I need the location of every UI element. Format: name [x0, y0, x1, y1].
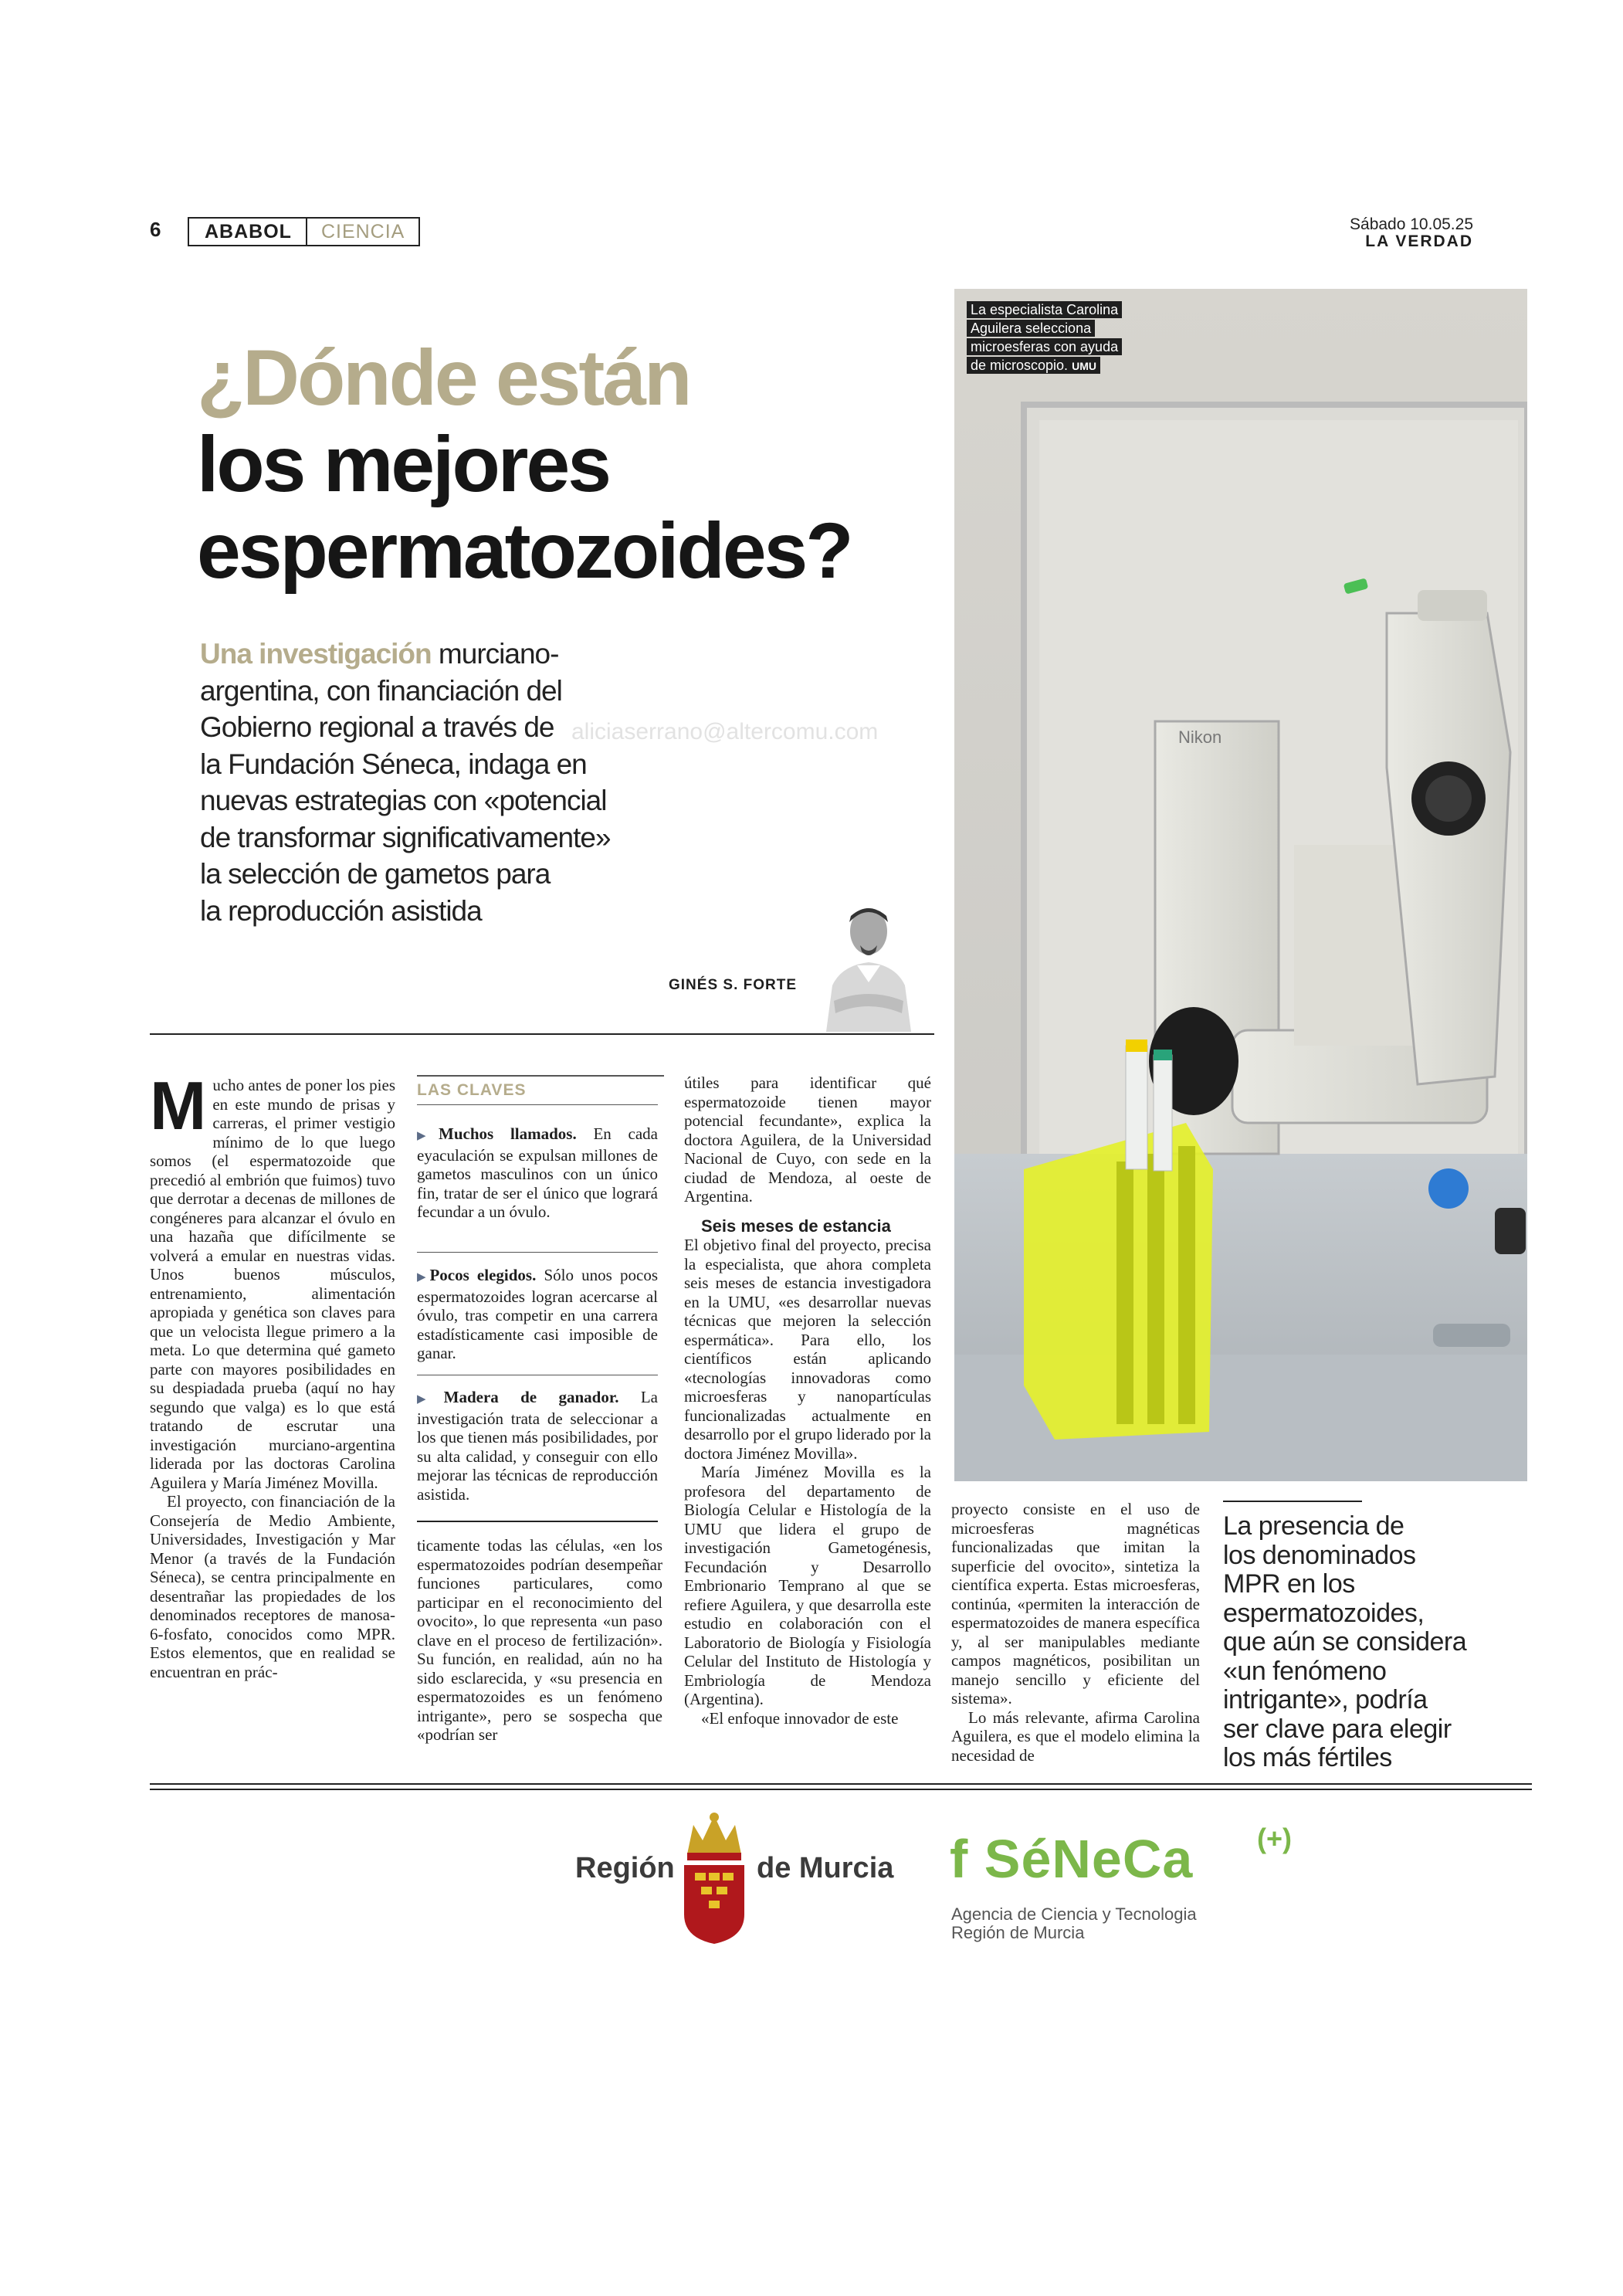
clave-text-1: En cada eyaculación se expulsan millones de gametos masculinos con un único fin, tratar de ser el único que logrará fecundar a un óvulo.: [417, 1124, 658, 1221]
clave-divider: [417, 1252, 658, 1253]
col3-paragraph-2: El objetivo final del proyecto, precisa la especialista, que ahora completa seis meses de estancia investigadora en la UMU, «es desarrollar nuevas técnicas que mejoren la selección espermática». Para ello, los científicos están aplicando «tecnologías innovadoras como microesferas y nanopartículas funcionalizadas actualmente en desarrollo por el grupo liderado por la doctora Jiménez Movilla».: [684, 1236, 931, 1463]
pullquote-line: los denominados: [1223, 1540, 1416, 1570]
caption-line-2: Aguilera selecciona: [967, 320, 1095, 337]
footer-rule: [150, 1789, 1532, 1790]
subheadline-lead: Una investigación: [200, 638, 432, 670]
caption-line-3: microesferas con ayuda: [967, 338, 1122, 355]
body-column-2: [417, 1536, 662, 1745]
clave-item-1: [417, 1124, 658, 1222]
headline-line-2: los mejores: [197, 420, 609, 508]
byline-rule: [150, 1033, 934, 1035]
pullquote-line: intrigante», podría: [1223, 1685, 1428, 1714]
subheadline-line-2: argentina, con financiación del: [200, 674, 562, 707]
col3-paragraph-3: María Jiménez Movilla es la profesora del departamento de Biología Celular e Histología de la UMU que lidera el grupo de investigación Gametogénesis, Fecundación y Desarrollo Embrionario Temprano al que se refiere Aguilera, y que desarrolla este estudio en colaboración con el Laboratorio de Biología y Fisiología Celular del Instituto de Histología y Embriología de Mendoza (Argentina).: [684, 1463, 931, 1708]
photo-credit: UMU: [1072, 360, 1096, 372]
triangle-bullet-icon: ▶: [417, 1271, 430, 1284]
triangle-bullet-icon: ▶: [417, 1130, 439, 1142]
col3-paragraph-4: «El enfoque innovador de este: [701, 1708, 899, 1728]
byline: GINÉS S. FORTE: [669, 977, 798, 993]
region-logo-text-right: de Murcia: [757, 1852, 894, 1884]
claves-bottom-rule: [417, 1521, 658, 1522]
section-subtitle: Seis meses de estancia: [701, 1216, 891, 1236]
triangle-bullet-icon: ▶: [417, 1393, 444, 1406]
pullquote-line: espermatozoides,: [1223, 1598, 1425, 1628]
newspaper-name: LA VERDAD: [1365, 232, 1473, 250]
subheadline: [200, 636, 694, 929]
pullquote-line: MPR en los: [1223, 1569, 1355, 1599]
photo-caption: [967, 300, 1144, 375]
subheadline-line-7: la selección de gametos para: [200, 858, 551, 890]
headline-line-1: ¿Dónde están: [197, 334, 690, 422]
page-number: 6: [150, 218, 161, 241]
section-label: [188, 217, 420, 246]
subheadline-line-3: Gobierno regional a través de: [200, 711, 554, 743]
pullquote-line: «un fenómeno: [1223, 1656, 1387, 1686]
caption-line-1: La especialista Carolina: [967, 301, 1122, 318]
claves-title-rule: [417, 1104, 658, 1105]
pullquote-line: ser clave para elegir: [1223, 1714, 1452, 1744]
headline-line-3: espermatozoides?: [197, 507, 852, 595]
col1-paragraph-1: ucho antes de poner los pies en este mundo de prisas y carreras, el primer vestigio mínimo de lo que luego somos (el espermatozoide que precedió al embrión que fuimos) tuvo que derrotar a decenas de millones de congéneres para alcanzar el óvulo en una hazaña que difícilmente se volverá a emular en nuestras vidas. Unos buenos músculos, entrenamiento, alimentación apropiada y genética son claves para que un velocista llegue primero a la meta. Lo que determina qué gameto parte con mayores posibilidades en su despiadada prueba (aquí no hay segundo que valga) es lo que está tratando de escrutar una investigación murciano-argentina liderada por las doctoras Carolina Aguilera y María Jiménez Movilla.: [150, 1076, 395, 1492]
subheadline-line-4: la Fundación Séneca, indaga en: [200, 748, 587, 780]
issue-date: Sábado 10.05.25: [1350, 215, 1473, 233]
claves-title: LAS CLAVES: [417, 1081, 527, 1099]
clave-head-3: Madera de ganador.: [443, 1388, 619, 1406]
seneca-plus: (+): [1257, 1823, 1292, 1854]
region-logo-text-left: Región: [575, 1852, 675, 1884]
region-murcia-crest-icon: [678, 1809, 751, 1945]
section-main: ABABOL: [205, 220, 292, 242]
headline: [197, 334, 938, 594]
caption-line-4: de microscopio.: [971, 358, 1069, 373]
clave-text-3: La investigación trata de seleccionar a los que tienen más posibilidades, por su alta calidad, y conseguir con ello mejorar las técnicas de reproducción asistida.: [417, 1388, 658, 1504]
pullquote-line: que aún se considera: [1223, 1627, 1467, 1657]
pullquote: [1223, 1512, 1532, 1773]
clave-head-2: Pocos elegidos.: [429, 1266, 537, 1284]
subheadline-line-5: nuevas estrategias con «potencial: [200, 785, 607, 816]
footer-rule: [150, 1783, 1532, 1785]
pullquote-line: los más fértiles: [1223, 1743, 1392, 1772]
col2-paragraph-1: ticamente todas las células, «en los espermatozoides podrían desempeñar funciones particulares, como participar en el reconocimiento del ovocito», lo que representa «un paso clave en el proceso de fertilización». Su función, en realidad, aún no ha sido esclarecida, y «su presencia en espermatozoides es un fenómeno intrigante», pero se sospecha que «podrían ser: [417, 1536, 662, 1744]
body-column-3: [684, 1073, 931, 1728]
drop-cap: M: [150, 1067, 207, 1144]
section-sub: CIENCIA: [306, 219, 418, 245]
microscope-brand: Nikon: [1178, 727, 1222, 747]
clave-text-2: Sólo unos pocos espermatozoides logran acercarse al óvulo, tras competir en una carrera estadísticamente casi imposible de ganar.: [417, 1266, 658, 1362]
col4-paragraph-1: proyecto consiste en el uso de microesferas magnéticas funcionalizadas que imitan la superficie del ovocito», sintetiza la científica experta. Estas microesferas, continúa, «permiten la interacción de espermatozoides de manera específica y, al ser manipulables mediante campos magnéticos, posibilitan un manejo sencillo y eficiente del sistema».: [951, 1500, 1200, 1708]
subheadline-line-6: de transformar significativamente»: [200, 821, 611, 853]
pullquote-rule: [1223, 1501, 1362, 1502]
col4-paragraph-2: Lo más relevante, afirma Carolina Aguilera, es que el modelo elimina la necesidad de: [951, 1708, 1200, 1765]
author-photo: [811, 900, 927, 1032]
clave-item-2: [417, 1266, 658, 1363]
col3-paragraph-1: útiles para identificar qué espermatozoide tienen mayor potencial fecundante», explica la doctora Aguilera, de la Universidad Nacional de Cuyo, con sede en la ciudad de Mendoza, al oeste de Argentina.: [684, 1073, 931, 1206]
seneca-subtitle-2: Región de Murcia: [951, 1923, 1085, 1942]
pullquote-line: La presencia de: [1223, 1511, 1404, 1541]
watermark: aliciaserrano@altercomu.com: [571, 719, 879, 744]
subheadline-line-1: murciano-: [431, 638, 559, 670]
subheadline-line-8: la reproducción asistida: [200, 894, 482, 927]
body-column-1: [150, 1067, 395, 1681]
lab-photo: [954, 289, 1527, 1481]
body-column-4: [951, 1500, 1200, 1765]
claves-top-rule: [417, 1075, 664, 1077]
clave-head-1: Muchos llamados.: [439, 1124, 577, 1143]
seneca-logo: f SéNeCa: [950, 1829, 1194, 1889]
seneca-subtitle-1: Agencia de Ciencia y Tecnologia: [951, 1904, 1197, 1924]
col1-paragraph-2: El proyecto, con financiación de la Consejería de Medio Ambiente, Universidades, Investigación y Mar Menor (a través de la Fundación Séneca), se centra principalmente en desentrañar las propiedades de los denominados receptores de manosa-6-fosfato, conocidos como MPR. Estos elementos, que en realidad se encuentran en prác-: [150, 1492, 395, 1681]
clave-item-3: [417, 1388, 658, 1504]
